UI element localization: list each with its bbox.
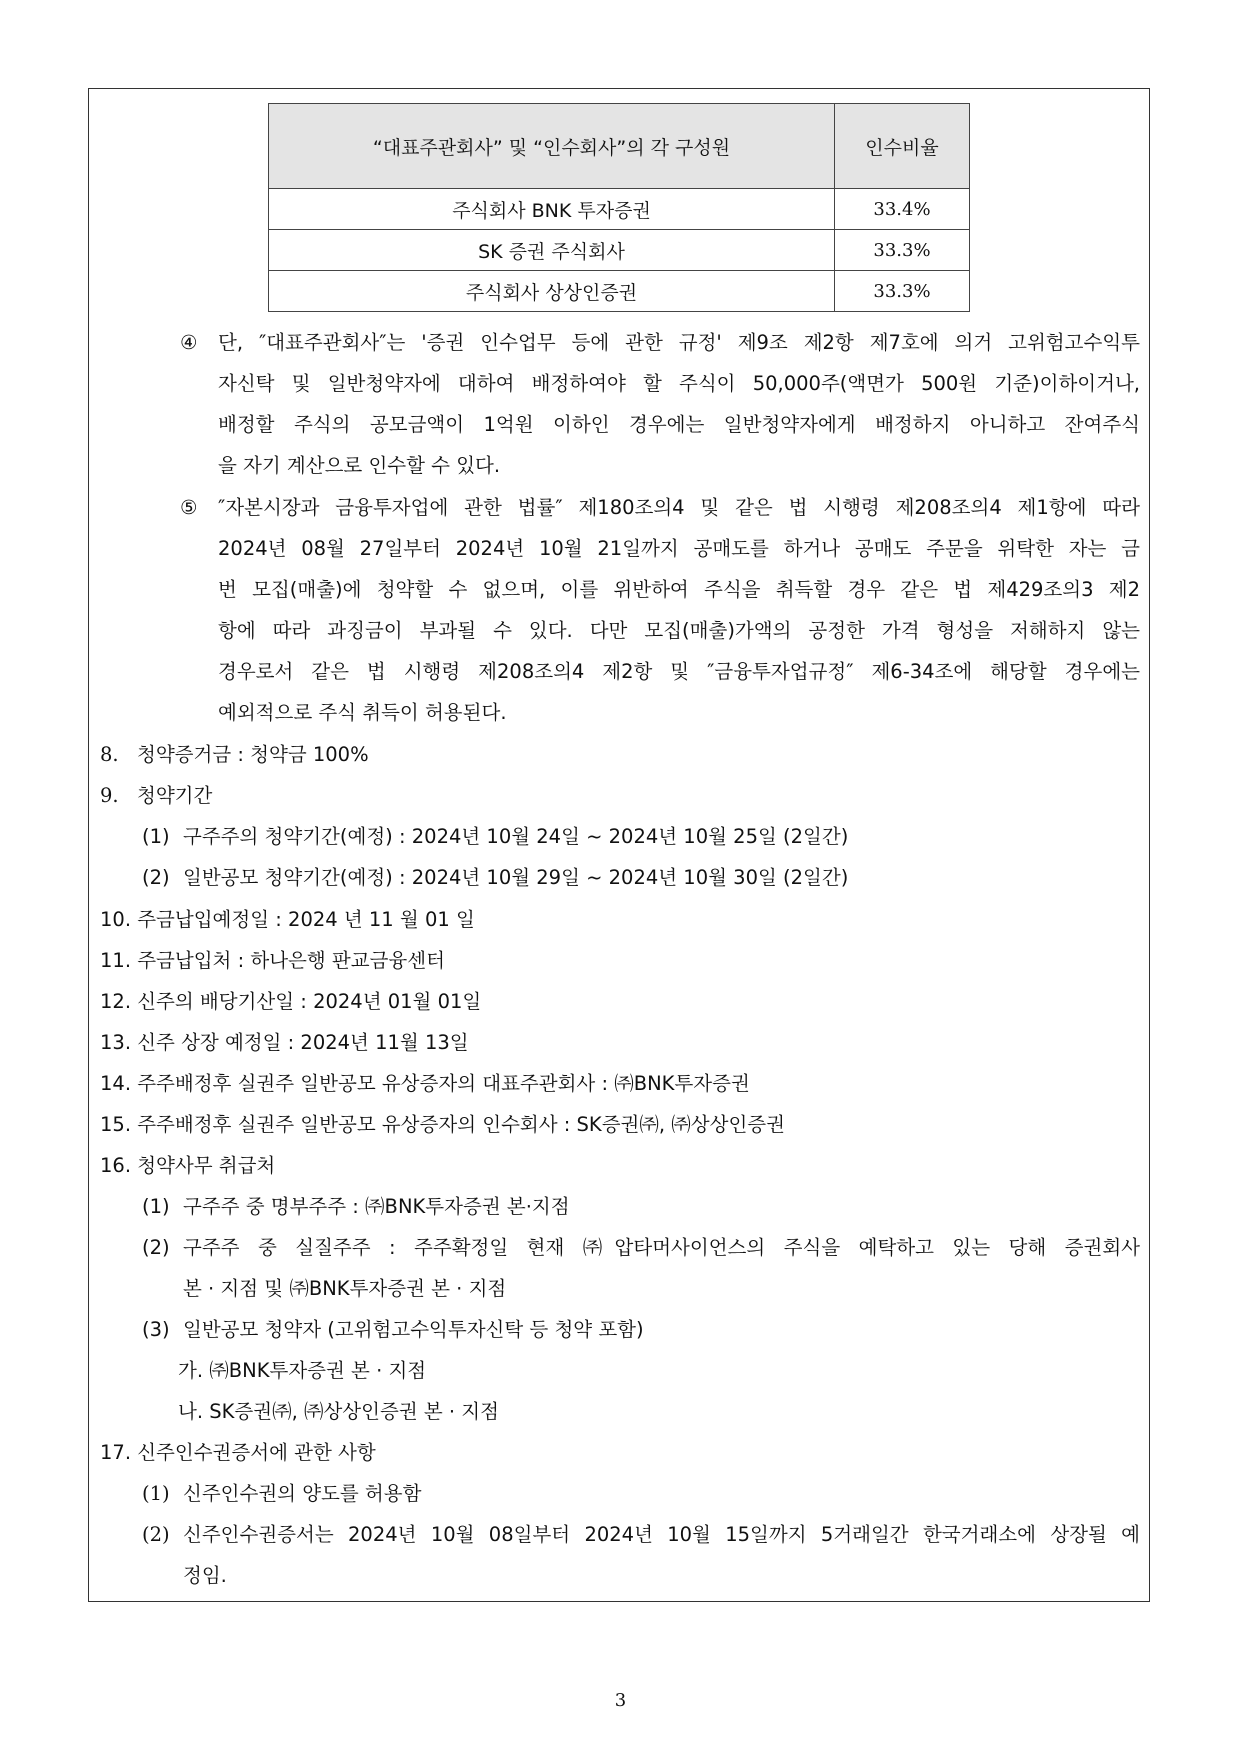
item-16: 16. 청약사무 취급처 bbox=[100, 1154, 276, 1177]
para4-line-3: 배정할 주식의 공모금액이 1억원 이하인 경우에는 일반청약자에게 배정하지 아니하고 잔여주식 bbox=[218, 413, 1140, 436]
item-8-number: 8. bbox=[100, 743, 119, 766]
item-17: 17. 신주인수권증서에 관한 사항 bbox=[100, 1441, 376, 1464]
item-16-3-text: 일반공모 청약자 (고위험고수익투자신탁 등 청약 포함) bbox=[183, 1318, 644, 1341]
item-9-text: 청약기간 bbox=[137, 784, 213, 807]
item-16-3-ga: 가. ㈜BNK투자증권 본 · 지점 bbox=[178, 1359, 427, 1382]
item-16-1-number: (1) bbox=[142, 1195, 170, 1218]
item-14: 14. 주주배정후 실권주 일반공모 유상증자의 대표주관회사 : ㈜BNK투자증권 bbox=[100, 1072, 750, 1095]
table-row bbox=[269, 189, 970, 230]
item-17-2-line-1: 신주인수권증서는 2024년 10월 08일부터 2024년 10월 15일까지 5거래일간 한국거래소에 상장될 예 bbox=[183, 1523, 1140, 1546]
page-number: 3 bbox=[614, 1690, 627, 1711]
item-8-text: 청약증거금 : 청약금 100% bbox=[137, 743, 369, 766]
item-17-2-number: (2) bbox=[142, 1523, 170, 1546]
underwriting-ratio-table bbox=[268, 103, 970, 312]
item-15: 15. 주주배정후 실권주 일반공모 유상증자의 인수회사 : SK증권㈜, ㈜상상인증권 bbox=[100, 1113, 785, 1136]
item-16-2-number: (2) bbox=[142, 1236, 170, 1259]
rate-cell: 33.3% bbox=[835, 271, 970, 312]
rate-cell: 33.4% bbox=[835, 189, 970, 230]
header-rate: 인수비율 bbox=[835, 104, 970, 189]
item-16-1-text: 구주주 중 명부주주 : ㈜BNK투자증권 본·지점 bbox=[183, 1195, 570, 1218]
table-header-row bbox=[269, 104, 970, 189]
table-row bbox=[269, 230, 970, 271]
para4-marker: ④ bbox=[180, 331, 198, 354]
para5-marker: ⑤ bbox=[180, 496, 198, 519]
item-9-1-text: 구주주의 청약기간(예정) : 2024년 10월 24일 ~ 2024년 10월 25일 (2일간) bbox=[183, 825, 849, 848]
item-16-2-line-1: 구주주 중 실질주주 : 주주확정일 현재 ㈜압타머사이언스의 주식을 예탁하고 있는 당해 증권회사 bbox=[183, 1236, 1140, 1259]
para5-line-3: 번 모집(매출)에 청약할 수 없으며, 이를 위반하여 주식을 취득할 경우 같은 법 제429조의3 제2 bbox=[218, 578, 1140, 601]
item-16-2-line-2: 본 · 지점 및 ㈜BNK투자증권 본 · 지점 bbox=[183, 1277, 507, 1300]
item-12: 12. 신주의 배당기산일 : 2024년 01월 01일 bbox=[100, 990, 482, 1013]
para5-line-5: 경우로서 같은 법 시행령 제208조의4 제2항 및 ″금융투자업규정″ 제6-34조에 해당할 경우에는 bbox=[218, 660, 1140, 683]
item-9-2-text: 일반공모 청약기간(예정) : 2024년 10월 29일 ~ 2024년 10월 30일 (2일간) bbox=[183, 866, 849, 889]
item-16-3-na: 나. SK증권㈜, ㈜상상인증권 본 · 지점 bbox=[178, 1400, 499, 1423]
para4-line-2: 자신탁 및 일반청약자에 대하여 배정하여야 할 주식이 50,000주(액면가 500원 기준)이하이거나, bbox=[218, 372, 1140, 395]
member-cell: SK 증권 주식회사 bbox=[269, 230, 835, 271]
item-11: 11. 주금납입처 : 하나은행 판교금융센터 bbox=[100, 949, 445, 972]
item-9-1-number: (1) bbox=[142, 825, 170, 848]
item-10: 10. 주금납입예정일 : 2024 년 11 월 01 일 bbox=[100, 908, 475, 931]
member-cell: 주식회사 BNK 투자증권 bbox=[269, 189, 835, 230]
para4-line-4: 을 자기 계산으로 인수할 수 있다. bbox=[218, 454, 501, 477]
item-9-2-number: (2) bbox=[142, 866, 170, 889]
para5-line-2: 2024년 08월 27일부터 2024년 10월 21일까지 공매도를 하거나 공매도 주문을 위탁한 자는 금 bbox=[218, 537, 1140, 560]
para5-line-4: 항에 따라 과징금이 부과될 수 있다. 다만 모집(매출)가액의 공정한 가격 형성을 저해하지 않는 bbox=[218, 619, 1140, 642]
item-17-1-text: 신주인수권의 양도를 허용함 bbox=[183, 1482, 422, 1505]
para5-line-6: 예외적으로 주식 취득이 허용된다. bbox=[218, 701, 507, 724]
header-member: “대표주관회사” 및 “인수회사”의 각 구성원 bbox=[269, 104, 835, 189]
item-16-3-number: (3) bbox=[142, 1318, 170, 1341]
para4-line-1: 단, ″대표주관회사″는 '증권 인수업무 등에 관한 규정' 제9조 제2항 제7호에 의거 고위험고수익투 bbox=[218, 331, 1140, 354]
para5-line-1: ″자본시장과 금융투자업에 관한 법률″ 제180조의4 및 같은 법 시행령 제208조의4 제1항에 따라 bbox=[218, 496, 1140, 519]
item-17-1-number: (1) bbox=[142, 1482, 170, 1505]
item-9-number: 9. bbox=[100, 784, 119, 807]
member-cell: 주식회사 상상인증권 bbox=[269, 271, 835, 312]
rate-cell: 33.3% bbox=[835, 230, 970, 271]
item-13: 13. 신주 상장 예정일 : 2024년 11월 13일 bbox=[100, 1031, 469, 1054]
table-row bbox=[269, 271, 970, 312]
item-17-2-line-2: 정임. bbox=[183, 1564, 227, 1587]
